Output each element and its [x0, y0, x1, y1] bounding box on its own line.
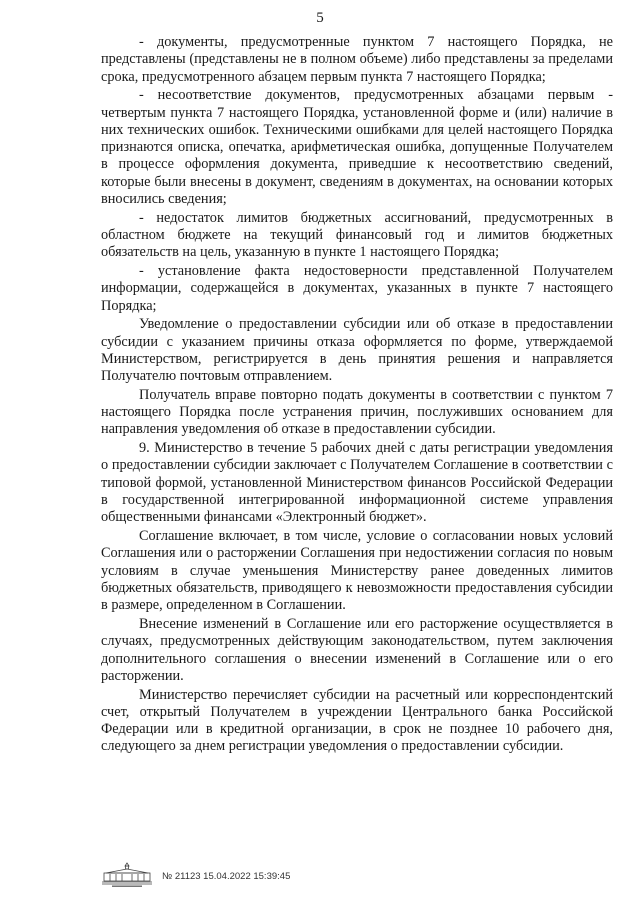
document-footer	[98, 860, 458, 890]
paragraph-documents-not-submitted: - документы, предусмотренные пунктом 7 настоящего Порядка, не представлены (представлены не в полном объеме) либо представлены за пределами срока, предусмотренного абзацем первым пункта 7 настоящего Порядка;	[101, 34, 613, 85]
paragraph-agreement-conclusion: 9. Министерство в течение 5 рабочих дней с даты регистрации уведомления о предоставлении субсидии заключает с Получателем Соглашение в соответствии с типовой формой, установленной Министерством финансов Российской Федерации в государственной интегрированной информационной системе управления общественными финансами «Электронный бюджет».	[101, 440, 613, 526]
paragraph-budget-shortage: - недостаток лимитов бюджетных ассигнований, предусмотренных в областном бюджете на текущий финансовый год и лимитов бюджетных обязательств на цель, указанную в пункте 1 настоящего Порядка;	[101, 209, 613, 261]
page-number: 5	[316, 10, 324, 26]
document-body	[101, 34, 613, 756]
paragraph-subsidy-transfer: Министерство перечисляет субсидии на расчетный или корреспондентский счет, открытый Получателем в учреждении Центрального банка Российской Федерации или в кредитной организации, в срок не позднее 10 рабочего дня, следующего за днем регистрации уведомления о предоставлении субсидии.	[101, 686, 613, 755]
paragraph-false-information: - установление факта недостоверности представленной Получателем информации, содержащейся в документах, указанных в пункте 7 настоящего Порядка;	[101, 263, 613, 314]
registration-stamp: № 21123 15.04.2022 15:39:45	[162, 871, 291, 882]
paragraph-notification: Уведомление о предоставлении субсидии или об отказе в предоставлении субсидии с указанием причины отказа оформляется по форме, утверждаемой Министерством, регистрируется в день принятия решения и направляется Получателю почтовым отправлением.	[101, 316, 613, 385]
paragraph-documents-mismatch: - несоответствие документов, предусмотренных абзацами первым - четвертым пункта 7 настоящего Порядка, установленной форме и (или) наличие в них технических ошибок. Техническими ошибками для целей настоящего Порядка признаются описка, опечатка, арифметическая ошибка, допущенные Получателем в процессе оформления документа, приведшие к несоответствию сведений, которые были внесены в документ, сведениям в документах, на основании которых вносились сведения;	[101, 87, 613, 208]
government-building-logo-icon	[98, 860, 156, 888]
paragraph-agreement-terms: Соглашение включает, в том числе, условие о согласовании новых условий Соглашения или о расторжении Соглашения при недостижении согласия по новым условиям в случае уменьшения Министерству ранее доведенных лимитов бюджетных обязательств, приводящего к невозможности предоставления субсидии в размере, определенном в Соглашении.	[101, 528, 613, 614]
paragraph-resubmission: Получатель вправе повторно подать документы в соответствии с пунктом 7 настоящего Порядка после устранения причин, послуживших основанием для направления уведомления об отказе в предоставлении субсидии.	[101, 386, 613, 438]
paragraph-agreement-changes: Внесение изменений в Соглашение или его расторжение осуществляется в случаях, предусмотренных действующим законодательством, путем заключения дополнительного соглашения о внесении изменений в Соглашение или о его расторжении.	[101, 615, 613, 684]
